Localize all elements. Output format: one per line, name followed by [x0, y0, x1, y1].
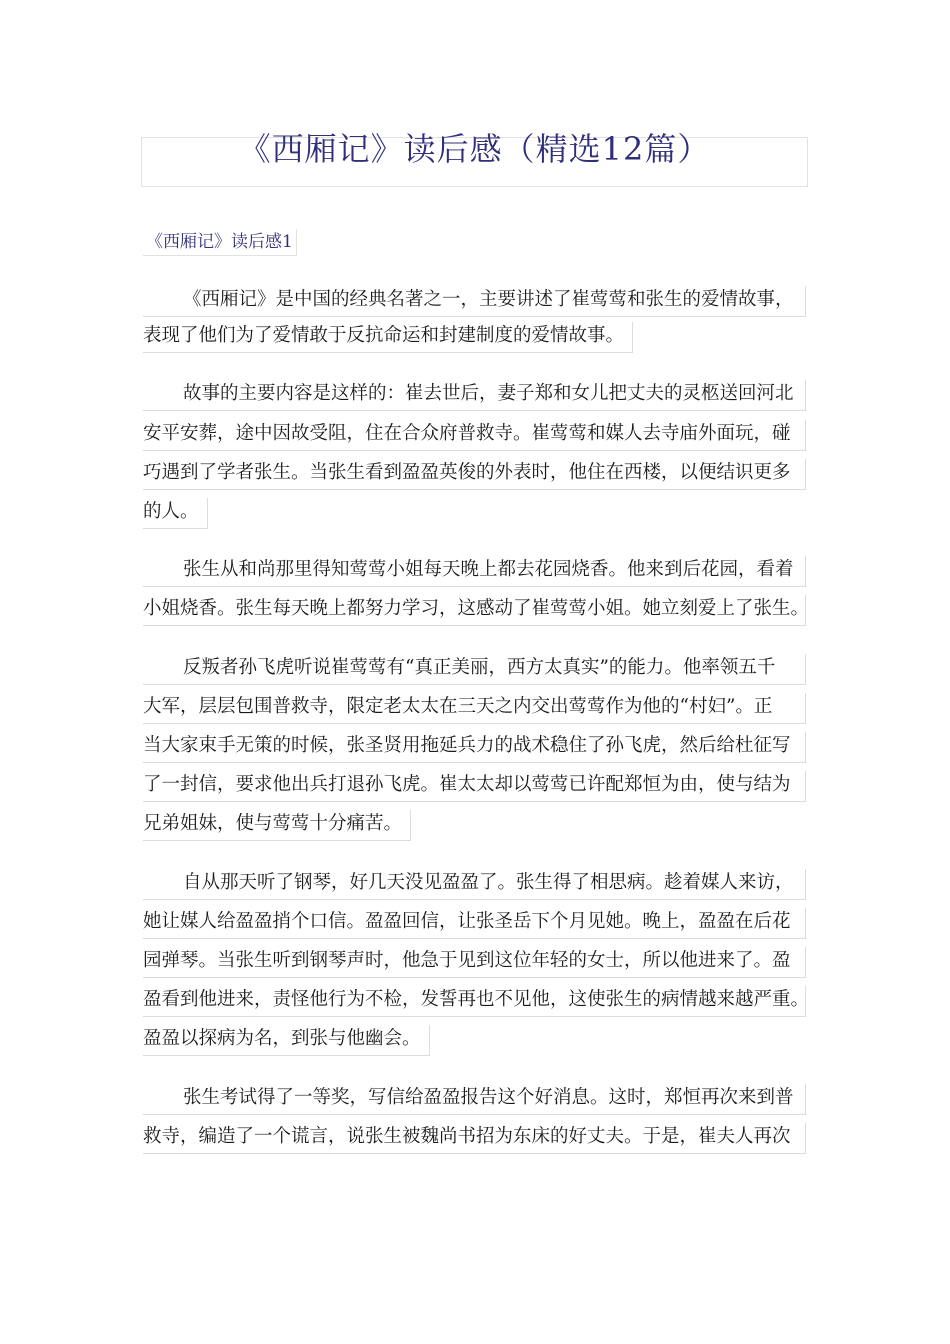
text-line: 园弹琴。当张生听到钢琴声时，他急于见到这位年轻的女士，所以他进来了。盈 — [143, 947, 806, 978]
section-heading: 《西厢记》读后感1 — [143, 229, 297, 256]
text-line: 兄弟姐妹，使与莺莺十分痛苦。 — [143, 810, 411, 841]
text-line: 巧遇到了学者张生。当张生看到盈盈英俊的外表时，他住在西楼，以便结识更多 — [143, 459, 806, 490]
text-line: 大军，层层包围普救寺，限定老太太在三天之内交出莺莺作为他的“村妇”。正 — [143, 693, 806, 724]
text-line: 盈盈以探病为名，到张与他幽会。 — [143, 1025, 430, 1056]
text-line: 的人。 — [143, 498, 208, 529]
text-line: 张生考试得了一等奖，写信给盈盈报告这个好消息。这时，郑恒再次来到普 — [143, 1084, 806, 1115]
text-line: 故事的主要内容是这样的：崔去世后，妻子郑和女儿把丈夫的灵柩送回河北 — [143, 380, 806, 411]
text-line: 了一封信，要求他出兵打退孙飞虎。崔太太却以莺莺已许配郑恒为由，使与结为 — [143, 771, 806, 802]
text-line: 张生从和尚那里得知莺莺小姐每天晚上都去花园烧香。他来到后花园，看着 — [143, 556, 806, 587]
document-title: 《西厢记》读后感（精选12篇） — [238, 130, 711, 168]
text-line: 表现了他们为了爱情敢于反抗命运和封建制度的爱情故事。 — [143, 322, 633, 353]
text-line: 《西厢记》是中国的经典名著之一，主要讲述了崔莺莺和张生的爱情故事， — [143, 286, 806, 317]
text-line: 盈看到他进来，责怪他行为不检，发誓再也不见他，这使张生的病情越来越严重。 — [143, 986, 806, 1017]
text-line: 救寺，编造了一个谎言，说张生被魏尚书招为东床的好丈夫。于是，崔夫人再次 — [143, 1123, 806, 1154]
text-line: 当大家束手无策的时候，张圣贤用拖延兵力的战术稳住了孙飞虎，然后给杜征写 — [143, 732, 806, 763]
text-line: 她让媒人给盈盈捎个口信。盈盈回信，让张圣岳下个月见她。晚上，盈盈在后花 — [143, 908, 806, 939]
text-line: 小姐烧香。张生每天晚上都努力学习，这感动了崔莺莺小姐。她立刻爱上了张生。 — [143, 595, 806, 626]
text-line: 自从那天听了钢琴，好几天没见盈盈了。张生得了相思病。趁着媒人来访， — [143, 869, 806, 900]
text-line: 安平安葬，途中因故受阻，住在合众府普救寺。崔莺莺和媒人去寺庙外面玩，碰 — [143, 420, 806, 451]
text-line: 反叛者孙飞虎听说崔莺莺有“真正美丽，西方太真实”的能力。他率领五千 — [143, 654, 806, 685]
